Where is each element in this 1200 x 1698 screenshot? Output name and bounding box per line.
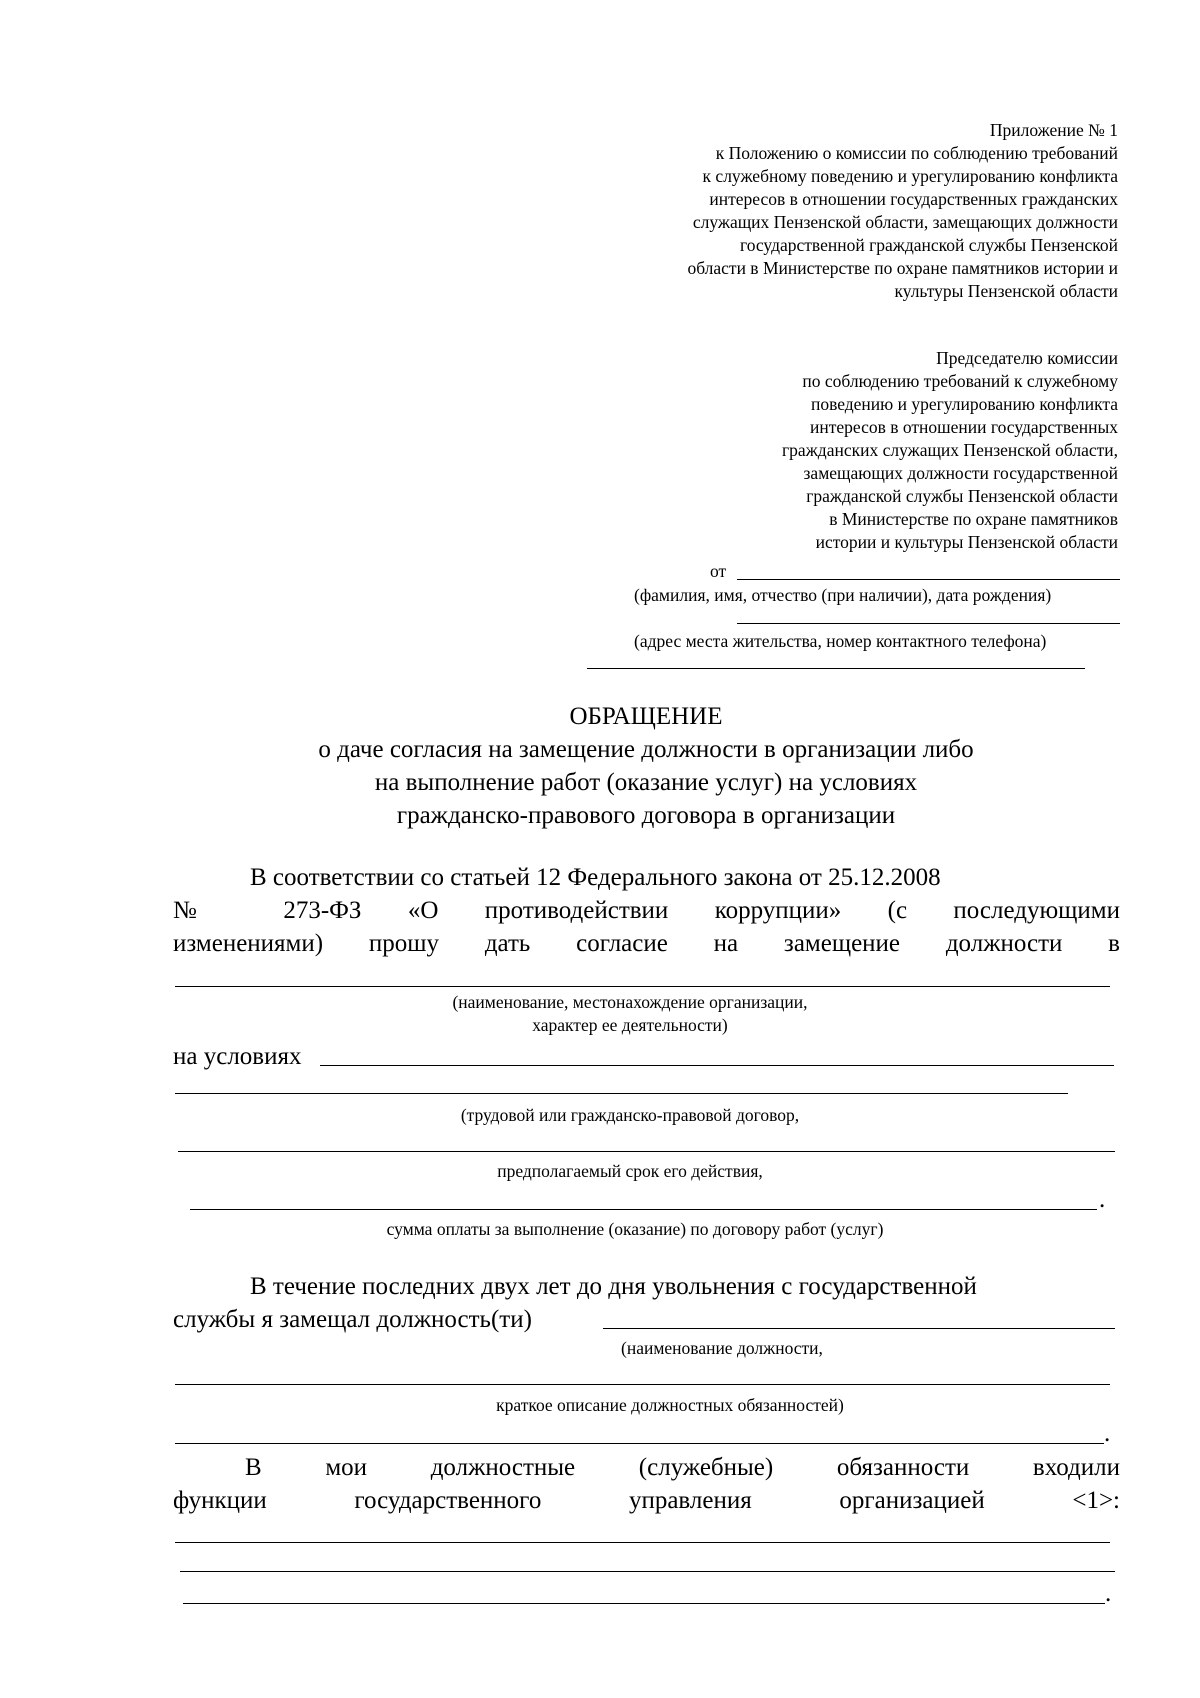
title-sub-line: о даче согласия на замещение должности в организации либо — [318, 736, 974, 763]
appendix-line: служащих Пензенской области, замещающих должности — [692, 212, 1118, 232]
functions-line-1[interactable] — [175, 1542, 1110, 1543]
duties-period: . — [1104, 1420, 1111, 1447]
duties-line[interactable] — [175, 1384, 1110, 1385]
position-line[interactable] — [603, 1328, 1115, 1329]
caption-line: (наименование, местонахождение организации, — [452, 992, 808, 1012]
from-address-caption: (адрес места жительства, номер контактного телефона) — [634, 631, 1047, 651]
duties-caption: краткое описание должностных обязанностей) — [496, 1395, 844, 1415]
from-name-line[interactable] — [737, 579, 1120, 580]
title-sub-line: на выполнение работ (оказание услуг) на условиях — [374, 769, 918, 796]
addressee-line: гражданских служащих Пензенской области, — [782, 440, 1118, 460]
paragraph-1-line-2: № 273-ФЗ «О противодействии коррупции» (с последующими — [173, 897, 1120, 924]
contract-caption: (трудовой или гражданско-правовой договор, — [460, 1105, 800, 1125]
paragraph-3-line-1: В мои должностные (служебные) обязанности входили — [245, 1454, 1120, 1481]
term-caption: предполагаемый срок его действия, — [497, 1161, 763, 1181]
organization-caption — [390, 991, 870, 1037]
payment-caption: сумма оплаты за выполнение (оказание) по договору работ (услуг) — [386, 1219, 884, 1239]
appendix-line: интересов в отношении государственных гражданских — [709, 189, 1118, 209]
functions-period: . — [1105, 1580, 1112, 1607]
paragraph-1-line-1: В соответствии со статьей 12 Федерального закона от 25.12.2008 — [250, 864, 941, 891]
appendix-line: к служебному поведению и урегулированию конфликта — [702, 166, 1118, 186]
appendix-header — [687, 119, 1118, 303]
payment-period: . — [1099, 1186, 1106, 1213]
paragraph-3-line-2: функции государственного управления организацией <1>: — [173, 1487, 1120, 1514]
conditions-line-1[interactable] — [320, 1065, 1114, 1066]
position-caption: (наименование должности, — [621, 1338, 823, 1358]
from-extra-line[interactable] — [587, 668, 1085, 669]
functions-line-3[interactable] — [183, 1603, 1105, 1604]
document-title — [0, 700, 1200, 832]
paragraph-1-line-3: изменениями) прошу дать согласие на замещение должности в — [173, 930, 1120, 957]
title-sub-line: гражданско-правового договора в организации — [396, 802, 896, 829]
title-main: ОБРАЩЕНИЕ — [569, 703, 723, 730]
functions-line-2[interactable] — [180, 1571, 1115, 1572]
addressee-line: в Министерстве по охране памятников — [829, 509, 1118, 529]
addressee-line: гражданской службы Пензенской области — [806, 486, 1118, 506]
from-name-caption: (фамилия, имя, отчество (при наличии), дата рождения) — [634, 585, 1052, 605]
conditions-label: на условиях — [173, 1043, 302, 1070]
addressee-line: Председателю комиссии — [936, 348, 1118, 368]
paragraph-2-line-2: службы я замещал должность(ти) — [173, 1306, 532, 1333]
addressee-line: интересов в отношении государственных — [809, 417, 1118, 437]
appendix-line: области в Министерстве по охране памятников истории и — [687, 258, 1118, 278]
caption-line: характер ее деятельности) — [532, 1015, 728, 1035]
duties-line-2[interactable] — [175, 1443, 1104, 1444]
appendix-line: культуры Пензенской области — [894, 281, 1118, 301]
conditions-line-2[interactable] — [175, 1093, 1068, 1094]
addressee-line: по соблюдению требований к служебному — [802, 371, 1118, 391]
addressee-block — [782, 347, 1118, 554]
paragraph-2-line-1: В течение последних двух лет до дня увольнения с государственной — [250, 1273, 977, 1300]
addressee-line: поведению и урегулированию конфликта — [810, 394, 1118, 414]
appendix-line: государственной гражданской службы Пензенской — [739, 235, 1118, 255]
payment-line[interactable] — [190, 1209, 1097, 1210]
appendix-line: Приложение № 1 — [989, 120, 1118, 140]
appendix-line: к Положению о комиссии по соблюдению требований — [715, 143, 1118, 163]
term-line[interactable] — [178, 1151, 1115, 1152]
organization-line[interactable] — [175, 986, 1110, 987]
addressee-line: замещающих должности государственной — [803, 463, 1118, 483]
from-label: от — [710, 561, 727, 581]
addressee-line: истории и культуры Пензенской области — [815, 532, 1118, 552]
from-address-line[interactable] — [737, 623, 1120, 624]
